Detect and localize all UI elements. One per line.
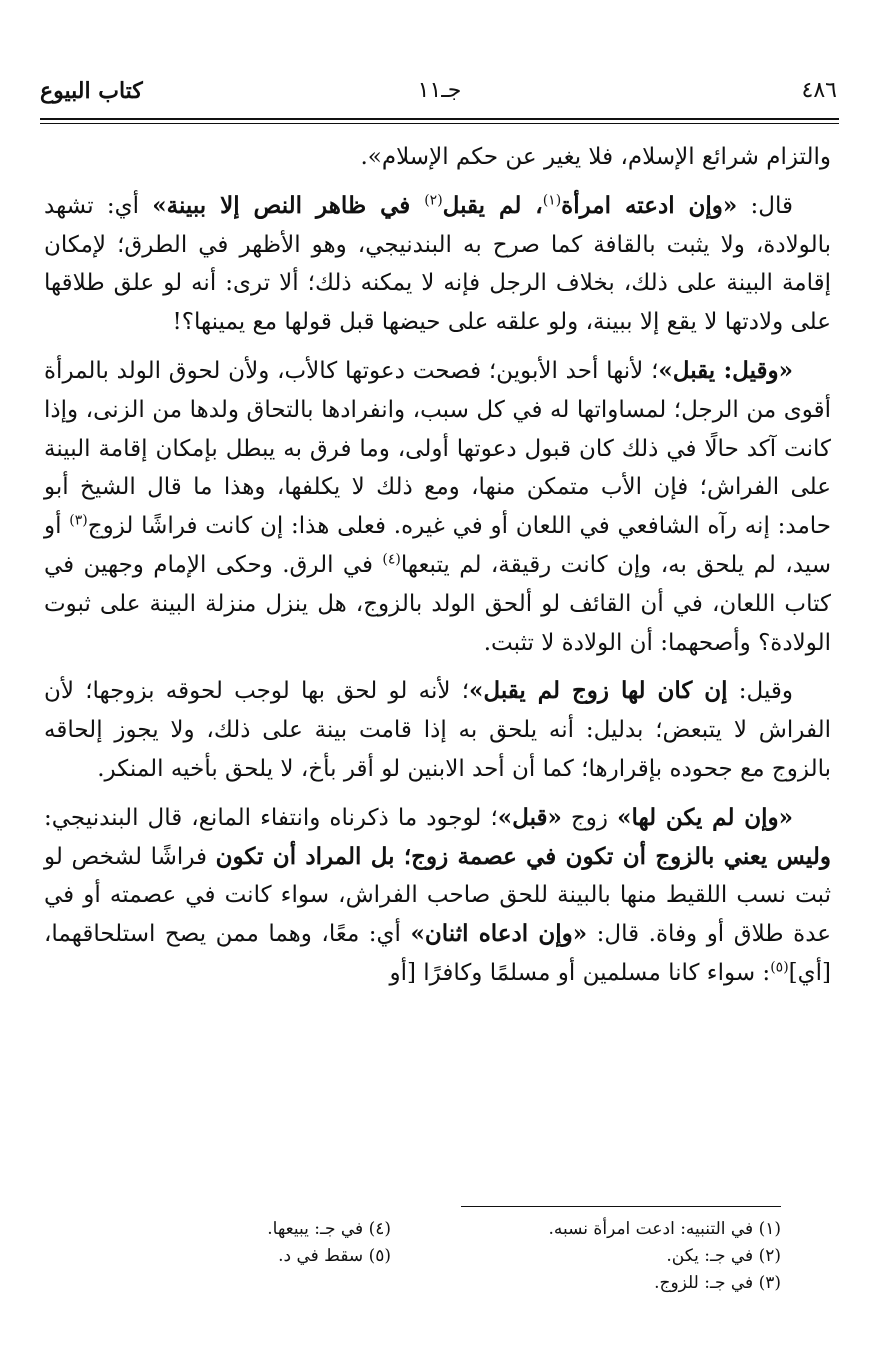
book-title: كتاب البيوع xyxy=(40,78,143,104)
text-segment: أي: معًا، وهما ممن يصح استلحاقهما، [أي] xyxy=(44,921,831,986)
matn-quote: «وإن ادعته امرأة xyxy=(561,191,738,219)
paragraph xyxy=(44,138,831,177)
footnote-marker: (٢) xyxy=(424,192,443,209)
volume-label: جـ١١ xyxy=(417,78,462,103)
body-text xyxy=(44,138,831,1003)
text-segment: والتزام شرائع الإسلام، فلا يغير عن حكم الإسلام». xyxy=(360,144,831,170)
text-segment: قال: xyxy=(737,192,794,219)
matn-quote: «وإن لم يكن لها» xyxy=(617,803,793,831)
matn-quote: «قبل» xyxy=(497,803,562,831)
text-segment: ؛ لوجود ما ذكرناه وانتفاء المانع، قال البندنيجي: xyxy=(44,804,498,831)
text-segment: فراشًا لشخص لو ثبت نسب اللقيط منها بالبينة للحق صاحب الفراش، سواء كانت في عصمته أو في عدة طلاق أو وفاة. قال: xyxy=(44,843,831,948)
paragraph xyxy=(44,799,831,993)
footnotes-left-column xyxy=(131,1216,391,1270)
footnote: (٥) سقط في د. xyxy=(278,1246,391,1266)
matn-quote: إن كان لها زوج لم يقبل» xyxy=(469,677,728,705)
footnote: (١) في التنبيه: ادعت امرأة نسبه. xyxy=(548,1219,781,1239)
footnotes-right-column xyxy=(401,1216,781,1297)
paragraph xyxy=(44,672,831,788)
page-number: ٤٨٦ xyxy=(801,78,837,103)
paragraph xyxy=(44,352,831,662)
text-segment: ؛ لأنها أحد الأبوين؛ فصحت دعوتها كالأب، ولأن لحوق الولد بالمرأة أقوى من الرجل؛ لمساواتها له في كل سبب، وانفرادها بالتحاق ولدها من الزنى، وإذا كانت آكد حالًا في ذلك كان قبول دعوتها أولى، وما فرق به يبطل بإمكان إقامة البينة على الفراش؛ فإن الأب متمكن منها، ومع ذلك لا يكلفها، وهذا ما قال الشيخ أبو حامد: إنه رآه الشافعي في اللعان أو في غيره. فعلى هذا: إن كانت فراشًا لزوج xyxy=(44,357,831,540)
text-segment: ؛ لأنه لو لحق بها لوجب لحوقه بزوجها؛ لأن الفراش لا يتبعض؛ بدليل: أنه يلحق به إذا قامت بينة على ذلك، ولا يجوز إلحاقه بالزوج مع جحوده بإقرارها؛ كما أن أحد الابنين لو أقر بأخ، لا يلحق بأخيه المنكر. xyxy=(44,678,831,782)
matn-quote: «وقيل: يقبل» xyxy=(658,356,793,384)
footnote-marker: (٥) xyxy=(770,959,789,976)
footnote: (٤) في جـ: يبيعها. xyxy=(267,1219,391,1239)
text-segment: أو سيد، لم يلحق به، وإن كانت رقيقة، لم يتبعها xyxy=(44,513,831,578)
footnote: (٣) في جـ: للزوج. xyxy=(654,1273,781,1293)
text-segment: أي: تشهد بالولادة، ولا يثبت بالقافة كما صرح به البندنيجي، وهو الأظهر في الطرق؛ لإمكان إقامة البينة على ذلك، بخلاف الرجل فإنه لا يمكنه ذلك؛ ألا ترى: أنه لو علق طلاقها على ولادتها لا يقع إلا ببينة، ولو علقه على حيضها قبل قولها مع يمينها؟! xyxy=(44,192,831,336)
matn-quote: «وإن ادعاه اثنان» xyxy=(410,920,588,948)
text-segment: وقيل: xyxy=(727,678,793,705)
header-rule xyxy=(40,118,839,124)
footnote-marker: (١) xyxy=(542,192,562,209)
matn-quote: ، لم يقبل xyxy=(442,191,543,219)
footnote-marker: (٤) xyxy=(382,551,401,568)
running-header xyxy=(40,78,839,114)
text-segment: في الرق. وحكى الإمام وجهين في كتاب اللعان، في أن القائف لو ألحق الولد بالزوج، هل ينزل منزلة البينة على ثبوت الولادة؟ وأصحهما: أن الولادة لا تثبت. xyxy=(44,551,831,656)
text-segment: : سواء كانا مسلمين أو مسلمًا وكافرًا [أو xyxy=(389,959,771,986)
footnote: (٢) في جـ: يكن. xyxy=(666,1246,781,1266)
footnote-rule xyxy=(461,1206,781,1207)
matn-quote: في ظاهر النص إلا ببينة» xyxy=(152,191,425,219)
text-segment: زوج xyxy=(561,804,618,831)
paragraph xyxy=(44,187,831,342)
footnote-marker: (٣) xyxy=(69,512,88,529)
matn-quote: وليس يعني بالزوج أن تكون في عصمة زوج؛ بل المراد أن تكون xyxy=(215,842,831,870)
